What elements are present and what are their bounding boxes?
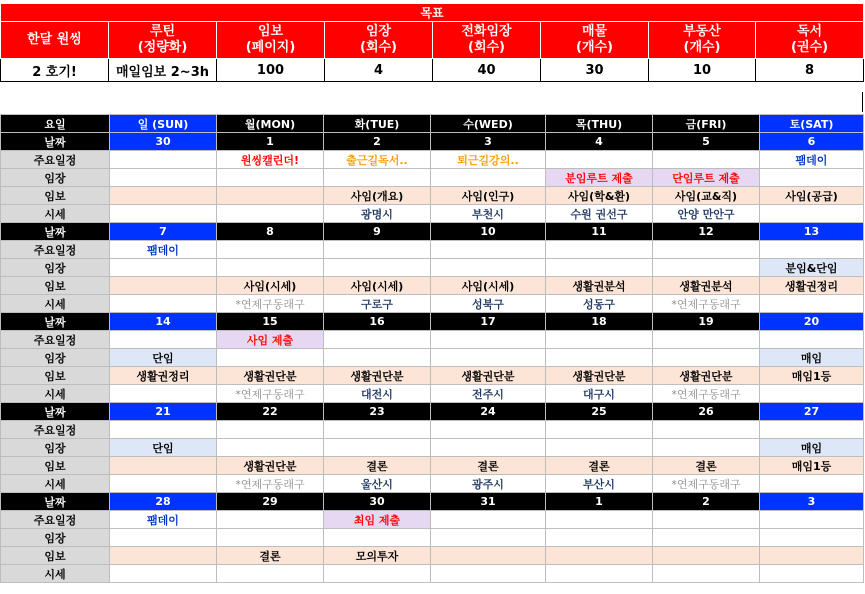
date-cell[interactable]: 15 [217, 313, 324, 331]
date-cell[interactable]: 30 [110, 133, 217, 151]
calendar-cell[interactable] [653, 439, 760, 457]
row-label: 임장 [1, 529, 110, 547]
calendar-cell[interactable] [653, 259, 760, 277]
date-cell[interactable]: 29 [217, 493, 324, 511]
calendar-cell[interactable] [110, 421, 217, 439]
calendar-cell[interactable] [110, 385, 217, 403]
calendar-cell[interactable] [546, 511, 653, 529]
calendar-cell[interactable] [760, 241, 864, 259]
date-cell[interactable]: 26 [653, 403, 760, 421]
goal-header: 임장 (회수) [325, 22, 433, 59]
calendar-cell[interactable] [217, 169, 324, 187]
row-label: 임장 [1, 439, 110, 457]
calendar-cell[interactable]: 원씽캘린더! [217, 151, 324, 169]
calendar-cell[interactable] [324, 259, 431, 277]
calendar-cell[interactable] [760, 331, 864, 349]
calendar-cell[interactable]: 결론 [653, 457, 760, 475]
calendar-cell[interactable] [546, 241, 653, 259]
imbo-row [1, 187, 864, 205]
calendar-cell[interactable] [546, 439, 653, 457]
row-label: 임보 [1, 277, 110, 295]
calendar-cell[interactable]: 생활권단분 [217, 457, 324, 475]
row-label: 임보 [1, 367, 110, 385]
goals-value-row [1, 59, 864, 82]
calendar-cell[interactable]: 울산시 [324, 475, 431, 493]
calendar-cell[interactable] [760, 511, 864, 529]
date-cell[interactable]: 1 [546, 493, 653, 511]
sise-row [1, 475, 864, 493]
date-cell[interactable]: 3 [760, 493, 864, 511]
calendar-cell[interactable] [760, 169, 864, 187]
calendar-cell[interactable]: 결론 [546, 457, 653, 475]
date-cell[interactable]: 2 [653, 493, 760, 511]
date-cell[interactable]: 14 [110, 313, 217, 331]
goal-value[interactable]: 30 [541, 59, 649, 82]
calendar-cell[interactable]: 생활권단분 [653, 367, 760, 385]
weekday-label: 요일 [1, 115, 110, 133]
calendar-cell[interactable]: *연제구동래구 [653, 295, 760, 313]
weekday-tue: 화(TUE) [324, 115, 431, 133]
calendar-cell[interactable] [431, 439, 546, 457]
goal-value[interactable]: 100 [217, 59, 325, 82]
date-row [1, 493, 864, 511]
calendar-cell[interactable]: 생활권정리 [110, 367, 217, 385]
calendar-cell[interactable] [546, 529, 653, 547]
date-cell[interactable]: 30 [324, 493, 431, 511]
calendar-cell[interactable] [110, 331, 217, 349]
weekday-sun: 일 (SUN) [110, 115, 217, 133]
row-label: 임보 [1, 457, 110, 475]
calendar-cell[interactable] [217, 529, 324, 547]
calendar-cell[interactable]: 매임 [760, 439, 864, 457]
calendar-cell[interactable]: 안양 만안구 [653, 205, 760, 223]
date-cell[interactable]: 12 [653, 223, 760, 241]
goal-header: 임보 (페이지) [217, 22, 325, 59]
calendar-cell[interactable]: 광주시 [431, 475, 546, 493]
calendar-cell[interactable] [431, 169, 546, 187]
calendar-cell[interactable] [760, 565, 864, 583]
imbo-row [1, 367, 864, 385]
date-cell[interactable]: 6 [760, 133, 864, 151]
calendar-cell[interactable] [110, 205, 217, 223]
calendar-cell[interactable] [110, 151, 217, 169]
calendar-cell[interactable] [324, 529, 431, 547]
calendar-cell[interactable] [217, 259, 324, 277]
date-cell[interactable]: 21 [110, 403, 217, 421]
calendar-cell[interactable] [217, 241, 324, 259]
date-cell[interactable]: 1 [217, 133, 324, 151]
calendar-cell[interactable] [110, 259, 217, 277]
calendar-cell[interactable] [546, 151, 653, 169]
calendar-cell[interactable] [431, 259, 546, 277]
calendar-cell[interactable]: 최임 제출 [324, 511, 431, 529]
date-cell[interactable]: 4 [546, 133, 653, 151]
calendar-cell[interactable] [324, 331, 431, 349]
calendar-cell[interactable] [431, 529, 546, 547]
goals-table [0, 3, 864, 82]
date-cell[interactable]: 5 [653, 133, 760, 151]
calendar-cell[interactable]: 생활권정리 [760, 277, 864, 295]
calendar-cell[interactable] [324, 439, 431, 457]
calendar-cell[interactable] [431, 241, 546, 259]
calendar-cell[interactable] [546, 349, 653, 367]
calendar-cell[interactable]: 분임&단임 [760, 259, 864, 277]
sise-row [1, 565, 864, 583]
row-label: 날짜 [1, 493, 110, 511]
calendar-cell[interactable] [110, 565, 217, 583]
row-label: 날짜 [1, 403, 110, 421]
row-label: 주요일정 [1, 511, 110, 529]
weekday-fri: 금(FRI) [653, 115, 760, 133]
calendar-cell[interactable] [431, 331, 546, 349]
sise-row [1, 205, 864, 223]
goal-header: 루틴 (정량화) [109, 22, 217, 59]
calendar-cell[interactable] [760, 385, 864, 403]
calendar-cell[interactable] [760, 421, 864, 439]
imjang-row [1, 439, 864, 457]
calendar-cell[interactable]: 대전시 [324, 385, 431, 403]
calendar-cell[interactable] [110, 169, 217, 187]
calendar-cell[interactable] [431, 349, 546, 367]
date-cell[interactable]: 13 [760, 223, 864, 241]
calendar-cell[interactable]: 생활권단분 [324, 367, 431, 385]
date-cell[interactable]: 25 [546, 403, 653, 421]
calendar-cell[interactable]: 생활권단분 [431, 367, 546, 385]
calendar-cell[interactable]: 결론 [217, 547, 324, 565]
calendar-cell[interactable] [110, 475, 217, 493]
date-cell[interactable]: 18 [546, 313, 653, 331]
calendar-cell[interactable] [431, 547, 546, 565]
calendar-cell[interactable]: 모의투자 [324, 547, 431, 565]
date-cell[interactable]: 24 [431, 403, 546, 421]
calendar-cell[interactable] [760, 295, 864, 313]
goals-header-row [1, 22, 864, 59]
calendar-cell[interactable]: *연제구동래구 [217, 385, 324, 403]
row-label: 임보 [1, 187, 110, 205]
calendar-cell[interactable] [217, 349, 324, 367]
calendar-cell[interactable] [653, 349, 760, 367]
imjang-row [1, 529, 864, 547]
calendar-cell[interactable] [546, 421, 653, 439]
date-row [1, 133, 864, 151]
goal-value[interactable]: 10 [649, 59, 756, 82]
calendar-cell[interactable] [546, 547, 653, 565]
calendar-cell[interactable]: 사임(개요) [324, 187, 431, 205]
date-row [1, 403, 864, 421]
calendar-cell[interactable]: 매임1등 [760, 457, 864, 475]
calendar-cell[interactable] [431, 511, 546, 529]
weekday-wed: 수(WED) [431, 115, 546, 133]
sise-row [1, 295, 864, 313]
calendar-cell[interactable] [110, 457, 217, 475]
goal-header: 한달 원씽 [1, 22, 109, 59]
calendar-cell[interactable] [110, 529, 217, 547]
calendar-cell[interactable]: 결론 [431, 457, 546, 475]
calendar-cell[interactable]: 사임(시세) [217, 277, 324, 295]
calendar-cell[interactable] [110, 547, 217, 565]
calendar-cell[interactable] [324, 565, 431, 583]
calendar-cell[interactable]: 성북구 [431, 295, 546, 313]
calendar-cell[interactable] [546, 331, 653, 349]
calendar-cell[interactable] [217, 565, 324, 583]
calendar-cell[interactable]: 사임(학&환) [546, 187, 653, 205]
calendar-cell[interactable]: 사임(교&직) [653, 187, 760, 205]
calendar-table [0, 114, 864, 583]
calendar-cell[interactable]: *연제구동래구 [653, 475, 760, 493]
row-label: 임보 [1, 547, 110, 565]
calendar-cell[interactable]: *연제구동래구 [217, 295, 324, 313]
date-cell[interactable]: 17 [431, 313, 546, 331]
row-label: 시세 [1, 295, 110, 313]
calendar-cell[interactable]: 매임 [760, 349, 864, 367]
schedule-row [1, 241, 864, 259]
row-label: 시세 [1, 205, 110, 223]
calendar-cell[interactable] [217, 421, 324, 439]
calendar-cell[interactable]: 결론 [324, 457, 431, 475]
goal-header: 전화임장 (회수) [433, 22, 541, 59]
row-label: 주요일정 [1, 241, 110, 259]
row-label: 주요일정 [1, 151, 110, 169]
row-label: 주요일정 [1, 421, 110, 439]
calendar-cell[interactable] [653, 241, 760, 259]
date-cell[interactable]: 9 [324, 223, 431, 241]
goal-header: 부동산 (개수) [649, 22, 756, 59]
calendar-cell[interactable]: 퇴근길강의.. [431, 151, 546, 169]
date-cell[interactable]: 10 [431, 223, 546, 241]
calendar-cell[interactable]: 광명시 [324, 205, 431, 223]
date-cell[interactable]: 23 [324, 403, 431, 421]
schedule-row [1, 421, 864, 439]
calendar-cell[interactable]: 단임 [110, 439, 217, 457]
date-cell[interactable]: 22 [217, 403, 324, 421]
calendar-cell[interactable] [217, 439, 324, 457]
date-cell[interactable]: 2 [324, 133, 431, 151]
calendar-cell[interactable]: 생활권분석 [546, 277, 653, 295]
calendar-cell[interactable] [324, 421, 431, 439]
calendar-cell[interactable]: 팸데이 [760, 151, 864, 169]
calendar-cell[interactable] [653, 331, 760, 349]
row-label: 시세 [1, 565, 110, 583]
schedule-row [1, 151, 864, 169]
calendar-cell[interactable] [110, 277, 217, 295]
calendar-cell[interactable] [546, 259, 653, 277]
calendar-cell[interactable] [324, 349, 431, 367]
goal-value[interactable]: 40 [433, 59, 541, 82]
calendar-cell[interactable]: 출근길독서.. [324, 151, 431, 169]
goal-header: 매물 (개수) [541, 22, 649, 59]
calendar-cell[interactable] [653, 151, 760, 169]
calendar-cell[interactable]: 팸데이 [110, 511, 217, 529]
schedule-row [1, 511, 864, 529]
weekday-sat: 토(SAT) [760, 115, 864, 133]
calendar-cell[interactable]: 대구시 [546, 385, 653, 403]
row-label: 시세 [1, 385, 110, 403]
calendar-cell[interactable]: 단임 [110, 349, 217, 367]
goal-header: 독서 (권수) [756, 22, 864, 59]
calendar-cell[interactable]: 구로구 [324, 295, 431, 313]
weekday-thu: 목(THU) [546, 115, 653, 133]
calendar-cell[interactable] [431, 565, 546, 583]
calendar-cell[interactable]: 부천시 [431, 205, 546, 223]
imjang-row [1, 259, 864, 277]
goals-title: 목표 [1, 4, 864, 22]
calendar-cell[interactable] [110, 187, 217, 205]
sise-row [1, 385, 864, 403]
goal-value[interactable]: 매일임보 2~3h [109, 59, 217, 82]
calendar-cell[interactable] [217, 187, 324, 205]
calendar-cell[interactable]: 생활권단분 [546, 367, 653, 385]
imbo-row [1, 457, 864, 475]
date-cell[interactable]: 31 [431, 493, 546, 511]
calendar-cell[interactable] [760, 547, 864, 565]
calendar-cell[interactable] [217, 205, 324, 223]
calendar-cell[interactable]: 전주시 [431, 385, 546, 403]
calendar-cell[interactable]: *연제구동래구 [217, 475, 324, 493]
date-cell[interactable]: 20 [760, 313, 864, 331]
calendar-cell[interactable] [217, 511, 324, 529]
date-row [1, 223, 864, 241]
date-cell[interactable]: 7 [110, 223, 217, 241]
row-label: 임장 [1, 169, 110, 187]
calendar-cell[interactable]: 사임(공급) [760, 187, 864, 205]
goal-value[interactable]: 8 [756, 59, 864, 82]
calendar-cell[interactable] [760, 205, 864, 223]
calendar-cell[interactable]: 수원 권선구 [546, 205, 653, 223]
weekday-header-row [1, 115, 864, 133]
calendar-cell[interactable]: 팸데이 [110, 241, 217, 259]
calendar-cell[interactable]: 생활권단분 [217, 367, 324, 385]
calendar-cell[interactable] [760, 529, 864, 547]
calendar-cell[interactable]: 사임(시세) [324, 277, 431, 295]
calendar-cell[interactable] [653, 529, 760, 547]
calendar-cell[interactable] [110, 295, 217, 313]
date-row [1, 313, 864, 331]
calendar-cell[interactable]: 성동구 [546, 295, 653, 313]
date-cell[interactable]: 3 [431, 133, 546, 151]
date-cell[interactable]: 11 [546, 223, 653, 241]
calendar-cell[interactable] [653, 421, 760, 439]
weekday-mon: 월(MON) [217, 115, 324, 133]
imbo-row [1, 277, 864, 295]
calendar-cell[interactable]: 사임(시세) [431, 277, 546, 295]
calendar-cell[interactable] [324, 169, 431, 187]
calendar-cell[interactable] [653, 565, 760, 583]
date-cell[interactable]: 28 [110, 493, 217, 511]
date-cell[interactable]: 19 [653, 313, 760, 331]
calendar-cell[interactable] [760, 475, 864, 493]
cell-border-line [862, 92, 863, 112]
date-cell[interactable]: 27 [760, 403, 864, 421]
schedule-row [1, 331, 864, 349]
calendar-cell[interactable]: 매임1등 [760, 367, 864, 385]
goal-value[interactable]: 2 호기! [1, 59, 109, 82]
imjang-row [1, 349, 864, 367]
calendar-cell[interactable] [653, 547, 760, 565]
row-label: 주요일정 [1, 331, 110, 349]
row-label: 시세 [1, 475, 110, 493]
calendar-cell[interactable]: 생활권분석 [653, 277, 760, 295]
calendar-cell[interactable]: *연제구동래구 [653, 385, 760, 403]
row-label: 임장 [1, 259, 110, 277]
row-label: 날짜 [1, 133, 110, 151]
calendar-cell[interactable] [546, 565, 653, 583]
calendar-cell[interactable]: 사임 제출 [217, 331, 324, 349]
date-cell[interactable]: 16 [324, 313, 431, 331]
calendar-cell[interactable]: 분임루트 제출 [546, 169, 653, 187]
calendar-cell[interactable]: 부산시 [546, 475, 653, 493]
goal-value[interactable]: 4 [325, 59, 433, 82]
calendar-cell[interactable] [324, 241, 431, 259]
date-cell[interactable]: 8 [217, 223, 324, 241]
calendar-cell[interactable]: 사임(인구) [431, 187, 546, 205]
row-label: 날짜 [1, 223, 110, 241]
row-label: 날짜 [1, 313, 110, 331]
calendar-cell[interactable] [431, 421, 546, 439]
row-label: 임장 [1, 349, 110, 367]
calendar-cell[interactable]: 단임루트 제출 [653, 169, 760, 187]
imbo-row [1, 547, 864, 565]
imjang-row [1, 169, 864, 187]
calendar-cell[interactable] [653, 511, 760, 529]
